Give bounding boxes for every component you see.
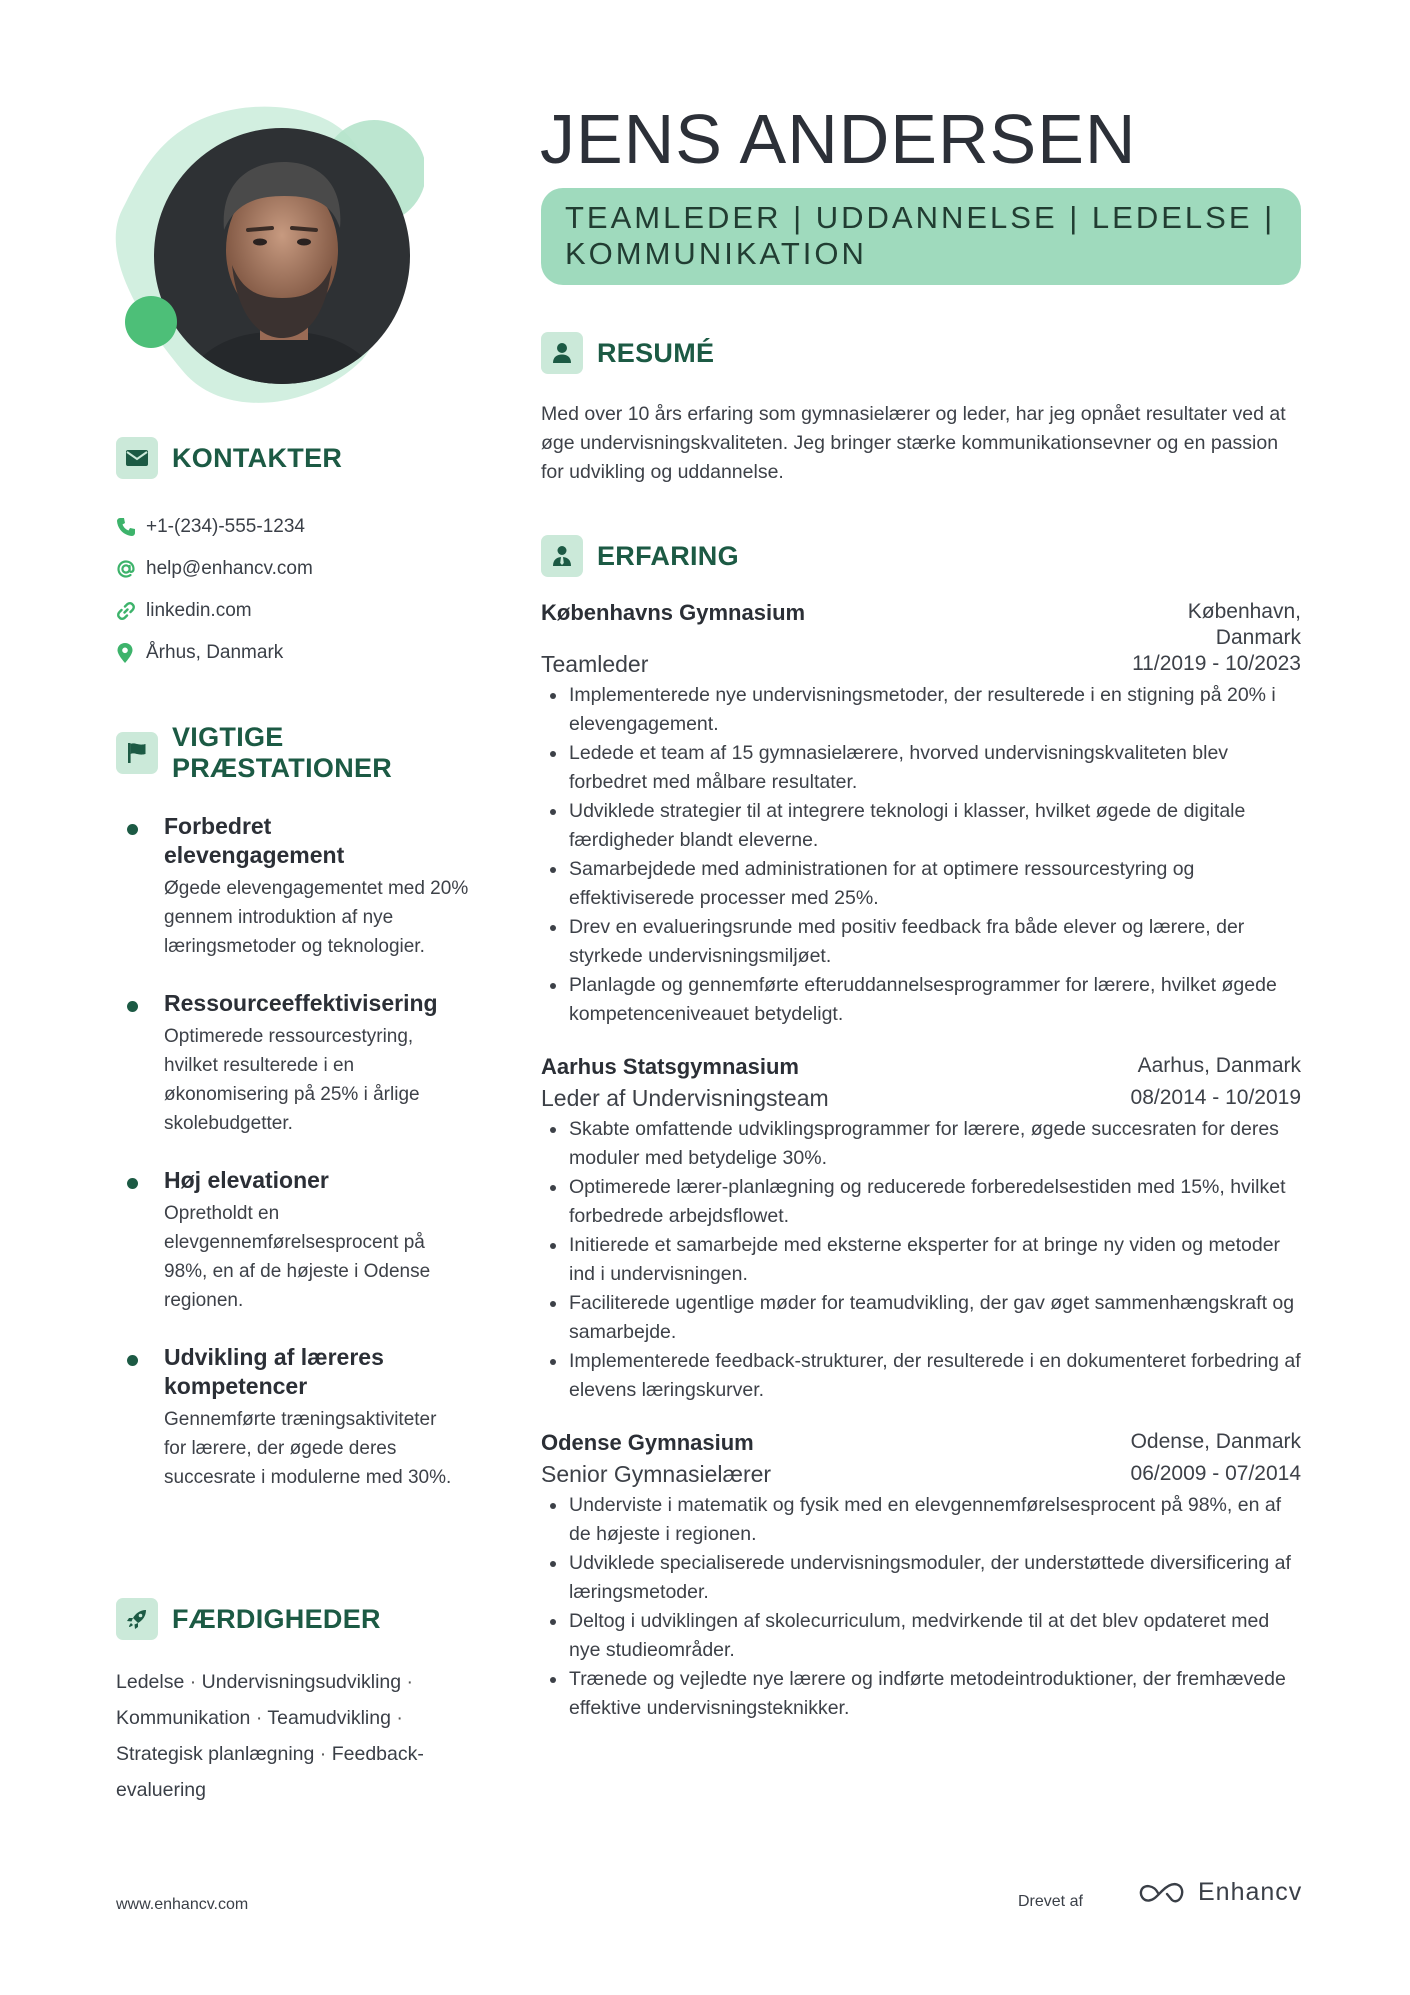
enhancv-logo-icon — [1138, 1880, 1186, 1906]
job-bullet: Implementerede feedback-strukturer, der resulterede i en dokumenteret forbedring af elevens læringskurver. — [541, 1347, 1301, 1405]
bullet-dot — [127, 1001, 138, 1012]
job-bullet: Optimerede lærer-planlægning og reducerede forberedelsestiden med 15%, hvilket forbedrede arbejdsflowet. — [541, 1173, 1301, 1231]
footer-brand-logo[interactable] — [1138, 1878, 1302, 1907]
footer-powered-by: Drevet af — [1018, 1893, 1083, 1910]
job-entry — [541, 1053, 1301, 1405]
achievement-item — [116, 989, 472, 1138]
contact-email[interactable] — [116, 548, 472, 590]
achievement-item — [116, 1166, 472, 1315]
contact-email-text: help@enhancv.com — [146, 558, 313, 579]
contact-location — [116, 632, 472, 674]
contacts-heading: KONTAKTER — [172, 442, 343, 473]
bullet-dot — [127, 1178, 138, 1189]
job-dates: 08/2014 - 10/2019 — [1130, 1086, 1301, 1109]
envelope-icon — [116, 437, 158, 479]
at-icon — [116, 559, 146, 579]
job-company: Odense Gymnasium — [541, 1430, 754, 1455]
job-company: Københavns Gymnasium — [541, 600, 806, 625]
job-bullet: Udviklede specialiserede undervisningsmoduler, der understøttede diversificering af læringsmetoder. — [541, 1549, 1301, 1607]
achievements-section — [116, 722, 472, 1520]
job-bullet: Samarbejdede med administrationen for at optimere ressourcestyring og effektiviserede processer med 25%. — [541, 855, 1301, 913]
skill-item: Ledelse — [116, 1671, 185, 1693]
job-bullets — [541, 1115, 1301, 1405]
achievement-title: Udvikling af læreres kompetencer — [164, 1344, 384, 1399]
job-entry — [541, 599, 1301, 1029]
contact-linkedin[interactable] — [116, 590, 472, 632]
achievement-item — [116, 812, 472, 961]
job-role: Leder af Undervisningsteam — [541, 1085, 829, 1111]
skill-item: Strategisk planlægning — [116, 1743, 315, 1765]
job-bullet: Drev en evalueringsrunde med positiv feedback fra både elever og lærere, der styrkede undervisningsmiljøet. — [541, 913, 1301, 971]
employee-icon — [541, 535, 583, 577]
skill-item: Feedback-evaluering — [116, 1743, 424, 1801]
profile-photo — [112, 100, 424, 412]
job-bullet: Ledede et team af 15 gymnasielærere, hvorved undervisningskvaliteten blev forbedret med målbare resultater. — [541, 739, 1301, 797]
job-entry — [541, 1429, 1301, 1723]
achievement-title: Ressourceeffektivisering — [164, 990, 438, 1016]
achievement-title: Forbedret elevengagement — [164, 813, 345, 868]
achievement-item — [116, 1343, 472, 1492]
job-bullet: Trænede og vejledte nye lærere og indførte metodeintroduktioner, der fremhævede effektive undervisningsteknikker. — [541, 1665, 1301, 1723]
link-icon — [116, 601, 146, 621]
job-dates: 11/2019 - 10/2023 — [1132, 652, 1301, 675]
job-bullet: Initierede et samarbejde med eksterne eksperter for at bringe ny viden og metoder ind i undervisningen. — [541, 1231, 1301, 1289]
contact-linkedin-text: linkedin.com — [146, 600, 252, 621]
job-role: Teamleder — [541, 651, 649, 677]
job-bullet: Underviste i matematik og fysik med en elevgennemførelsesprocent på 98%, en af de højeste i regionen. — [541, 1491, 1301, 1549]
bullet-dot — [127, 1355, 138, 1366]
job-bullet: Faciliterede ugentlige møder for teamudvikling, der gav øget sammenhængskraft og samarbejde. — [541, 1289, 1301, 1347]
job-bullet: Skabte omfattende udviklingsprogrammer for lærere, øgede succesraten for deres moduler med betydelige 30%. — [541, 1115, 1301, 1173]
job-company: Aarhus Statsgymnasium — [541, 1054, 799, 1079]
phone-icon — [116, 517, 146, 537]
headline-title-bar: TEAMLEDER | UDDANNELSE | LEDELSE | KOMMUNIKATION — [541, 188, 1301, 285]
job-role: Senior Gymnasielærer — [541, 1461, 772, 1487]
flag-icon — [116, 732, 158, 774]
location-pin-icon — [116, 642, 146, 664]
footer-website-link[interactable]: www.enhancv.com — [116, 1896, 249, 1913]
achievement-title: Høj elevationer — [164, 1167, 329, 1193]
job-location: Aarhus, Danmark — [1137, 1054, 1301, 1077]
job-dates: 06/2009 - 07/2014 — [1130, 1462, 1301, 1485]
skill-item: Kommunikation — [116, 1707, 251, 1729]
contacts-section — [116, 437, 472, 674]
skills-heading: FÆRDIGHEDER — [172, 1603, 381, 1634]
job-bullet: Deltog i udviklingen af skolecurriculum, medvirkende til at det blev opdateret med nye studieområder. — [541, 1607, 1301, 1665]
achievement-description: Gennemførte træningsaktiviteter for lærere, der øgede deres succesrate i modulerne med 30%. — [164, 1409, 452, 1488]
skill-item: Undervisningsudvikling — [201, 1671, 402, 1693]
rocket-icon — [116, 1598, 158, 1640]
footer-brand-name: Enhancv — [1198, 1878, 1303, 1906]
job-bullets — [541, 1491, 1301, 1723]
skills-section — [116, 1598, 472, 1808]
bullet-dot — [127, 824, 138, 835]
skills-list: Ledelse · Undervisningsudvikling · Kommunikation · Teamudvikling · Strategisk planlægning · Feedback-evaluering — [116, 1671, 424, 1801]
job-location: Odense, Danmark — [1130, 1430, 1301, 1453]
candidate-name: JENS ANDERSEN — [540, 100, 1137, 178]
job-bullets — [541, 681, 1301, 1029]
job-bullet: Udviklede strategier til at integrere teknologi i klasser, hvilket øgede de digitale færdigheder blandt eleverne. — [541, 797, 1301, 855]
achievements-heading: VIGTIGE PRÆSTATIONER — [172, 722, 393, 783]
achievement-description: Øgede elevengagementet med 20% gennem introduktion af nye læringsmetoder og teknologier. — [164, 878, 469, 957]
experience-heading: ERFARING — [597, 540, 739, 571]
job-bullet: Planlagde og gennemførte efteruddannelsesprogrammer for lærere, hvilket øgede kompetenceniveauet betydeligt. — [541, 971, 1301, 1029]
achievement-description: Optimerede ressourcestyring, hvilket resulterede i en økonomisering på 25% i årlige skolebudgetter. — [164, 1026, 420, 1134]
job-bullet: Implementerede nye undervisningsmetoder, der resulterede i en stigning på 20% i elevengagement. — [541, 681, 1301, 739]
user-icon — [541, 332, 583, 374]
summary-text: Med over 10 års erfaring som gymnasielærer og leder, har jeg opnået resultater ved at øge undervisningskvaliteten. Jeg bringer stærke kommunikationsevner og en passion for udvikling og uddannelse. — [541, 403, 1286, 483]
experience-section — [541, 535, 1301, 1723]
skill-item: Teamudvikling — [267, 1707, 391, 1729]
contact-phone[interactable] — [116, 506, 472, 548]
achievement-description: Opretholdt en elevgennemførelsesprocent på 98%, en af de højeste i Odense regionen. — [164, 1203, 431, 1311]
contact-phone-text: +1-(234)-555-1234 — [146, 516, 305, 537]
job-location: København, Danmark — [1187, 600, 1301, 649]
summary-section — [541, 332, 1301, 487]
summary-heading: RESUMÉ — [597, 337, 715, 368]
contact-location-text: Århus, Danmark — [146, 642, 284, 663]
